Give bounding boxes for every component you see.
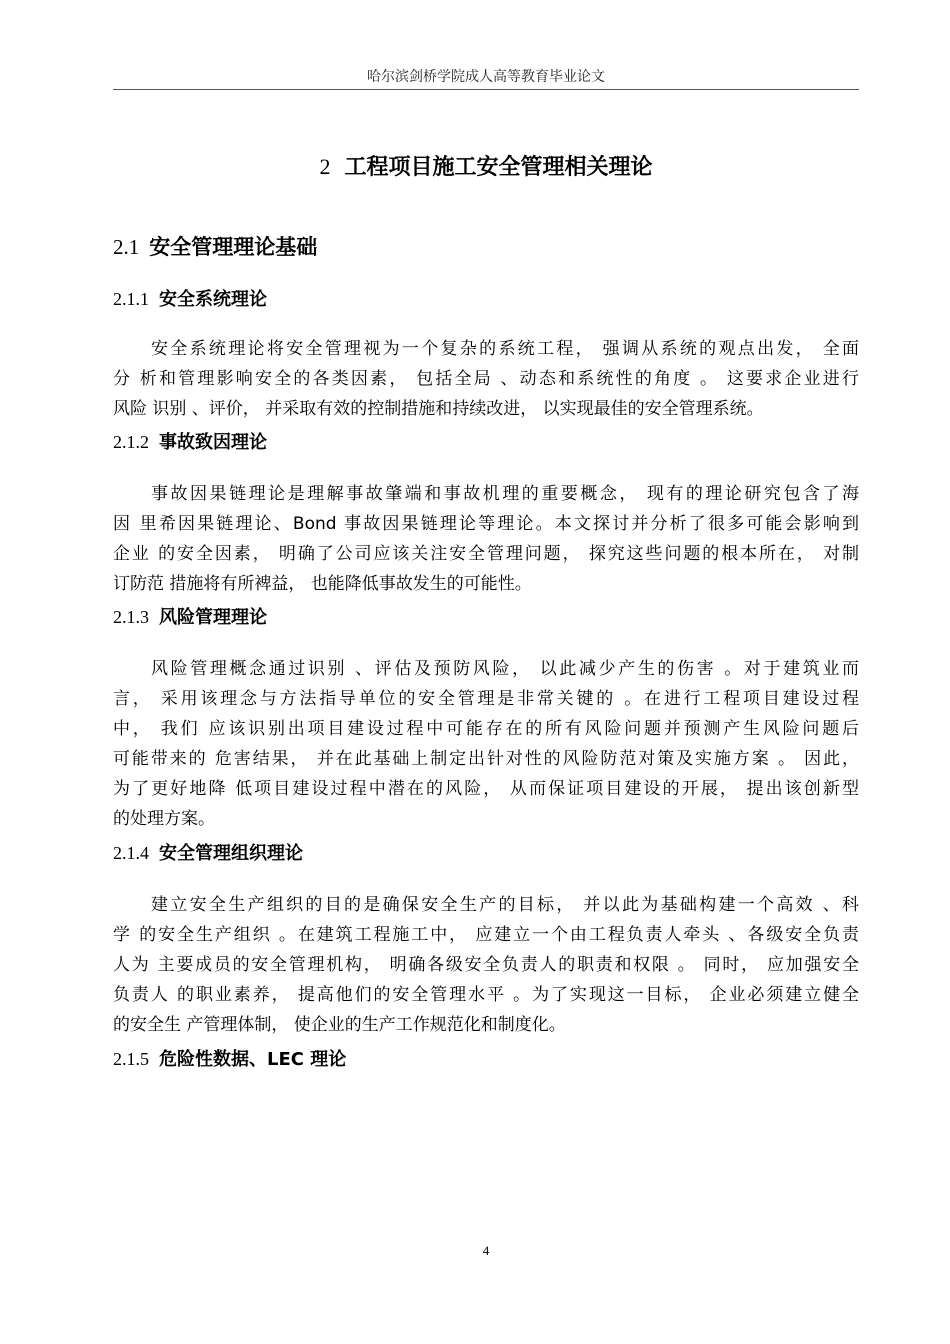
- paragraph-line: 风险管理概念通过识别 、评估及预防风险， 以此减少产生的伤害 。对于建筑业而: [151, 659, 859, 679]
- paragraph-safety-system: [113, 334, 859, 424]
- chapter-title-text: 工程项目施工安全管理相关理论: [344, 155, 653, 180]
- paragraph-line: 中， 我们 应该识别出项目建设过程中可能存在的所有风险问题并预测产生风险问题后: [113, 719, 859, 739]
- section-heading: [113, 233, 859, 261]
- subsection-number: 2.1.3: [113, 607, 149, 627]
- paragraph-line: 因 里希因果链理论、Bond 事故因果链理论等理论。本文探讨并分析了很多可能会影响到: [113, 514, 859, 534]
- subsection-title: 风险管理理论: [159, 607, 267, 628]
- subsection-number: 2.1.4: [113, 843, 149, 863]
- paragraph-line: 为了更好地降 低项目建设过程中潜在的风险， 从而保证项目建设的开展， 提出该创新型: [113, 779, 859, 799]
- subsection-heading-risk-management: [113, 604, 859, 631]
- paragraph-line: 学 的安全生产组织 。在建筑工程施工中， 应建立一个由工程负责人牵头 、各级安全负责: [113, 925, 859, 945]
- paragraph-risk-management: [113, 654, 859, 834]
- paragraph-line: 言， 采用该理念与方法指导单位的安全管理是非常关键的 。在进行工程项目建设过程: [113, 689, 859, 709]
- chapter-number: 2: [319, 154, 331, 179]
- subsection-title: 事故致因理论: [159, 432, 267, 453]
- paragraph-line: 企业 的安全因素， 明确了公司应该关注安全管理问题， 探究这些问题的根本所在， 对制: [113, 544, 859, 564]
- subsection-title: 安全系统理论: [159, 289, 267, 310]
- running-header: 哈尔滨剑桥学院成人高等教育毕业论文: [367, 69, 605, 85]
- subsection-heading-safety-system: [113, 286, 859, 313]
- subsection-heading-hazard-lec: [113, 1046, 859, 1073]
- subsection-title: 危险性数据、LEC 理论: [159, 1049, 347, 1070]
- subsection-heading-accident-causation: [113, 429, 859, 456]
- paragraph-line: 风险 识别 、评价， 并采取有效的控制措施和持续改进， 以实现最佳的安全管理系统。: [113, 399, 764, 419]
- paragraph-safety-organization: [113, 890, 859, 1040]
- section-title-text: 安全管理理论基础: [149, 235, 318, 259]
- paragraph-line: 安全系统理论将安全管理视为一个复杂的系统工程， 强调从系统的观点出发， 全面: [151, 339, 859, 359]
- paragraph-accident-causation: [113, 479, 859, 599]
- chapter-title: [113, 152, 859, 183]
- subsection-number: 2.1.5: [113, 1049, 149, 1069]
- paragraph-line: 分 析和管理影响安全的各类因素， 包括全局 、动态和系统性的角度 。 这要求企业进行: [113, 369, 859, 389]
- page-number: 4: [482, 1243, 490, 1258]
- subsection-title: 安全管理组织理论: [159, 843, 303, 864]
- paragraph-line: 可能带来的 危害结果， 并在此基础上制定出针对性的风险防范对策及实施方案 。 因此，: [113, 749, 859, 769]
- paragraph-line: 的处理方案。: [113, 809, 215, 829]
- header-rule: [113, 89, 859, 90]
- paragraph-line: 订防范 措施将有所裨益， 也能降低事故发生的可能性。: [113, 574, 532, 594]
- paragraph-line: 负责人 的职业素养， 提高他们的安全管理水平 。为了实现这一目标， 企业必须建立健全: [113, 985, 859, 1005]
- subsection-heading-safety-organization: [113, 840, 859, 867]
- subsection-number: 2.1.1: [113, 289, 149, 309]
- paragraph-line: 的安全生 产管理体制， 使企业的生产工作规范化和制度化。: [113, 1015, 566, 1035]
- paragraph-line: 事故因果链理论是理解事故肇端和事故机理的重要概念， 现有的理论研究包含了海: [151, 484, 859, 504]
- subsection-number: 2.1.2: [113, 432, 149, 452]
- section-number: 2.1: [113, 235, 140, 259]
- paragraph-line: 建立安全生产组织的目的是确保安全生产的目标， 并以此为基础构建一个高效 、科: [151, 895, 859, 915]
- paragraph-line: 人为 主要成员的安全管理机构， 明确各级安全负责人的职责和权限 。 同时， 应加强安全: [113, 955, 859, 975]
